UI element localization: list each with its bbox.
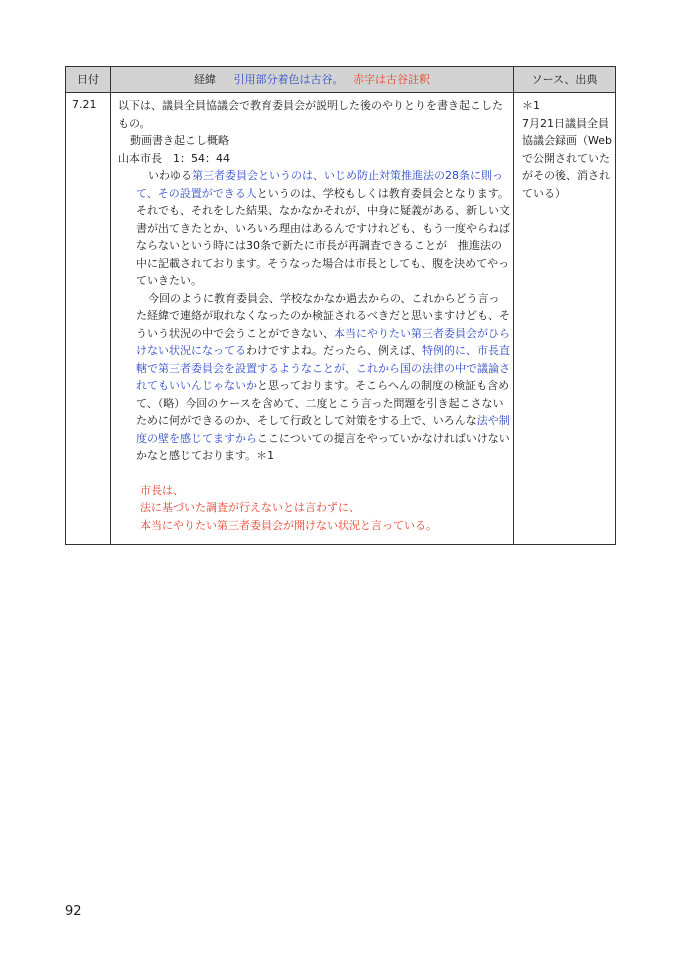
quote-paragraph-2 [118, 290, 510, 465]
header-date: 日付 [77, 73, 99, 86]
text-span: ここについての提言をやっていかなければいけないかなと感じております。＊1 [136, 431, 510, 462]
row-date: 7.21 [72, 98, 97, 111]
record-table [65, 66, 616, 545]
text-span: いわゆる [148, 169, 192, 182]
highlight-span: 本当にやりたい第三者委員会がひらけない状況になってる [136, 326, 510, 357]
speaker-line: 山本市長 1：54：44 [118, 151, 230, 165]
column-divider [513, 67, 514, 544]
header-note-blue: 引用部分着色は古谷。 [233, 73, 344, 86]
row-content [118, 97, 510, 534]
text-span: わけですよね。だったら、例えば、 [246, 344, 422, 357]
highlight-span: 第三者委員会というのは、いじめ防止対策推進法の28条に則って、その設置ができる人 [136, 169, 503, 200]
header-source: ソース、出典 [531, 73, 598, 86]
header-content [111, 67, 513, 92]
text-span: 今回のように教育委員会、学校なかなか過去からの、これからどう言った経緯で連絡が取れなくなったのか検証されるべきだと思いますけども、そういう状況の中で会うことができない、 [136, 291, 510, 340]
table-header [66, 67, 615, 93]
intro-text: 以下は、議員全員協議会で教育委員会が説明した後のやりとりを書き起こしたもの。 [118, 99, 503, 130]
page-number: 92 [65, 904, 82, 919]
row-source [522, 97, 612, 202]
source-description: 7月21日議員全員協議会録画（Webで公開されていたがその後、消されている） [522, 116, 612, 200]
header-note-red: 赤字は古谷註釈 [353, 73, 430, 86]
header-content-label: 経緯 [194, 73, 216, 86]
annotation-line-1: 市長は、 [140, 483, 184, 497]
source-footnote-mark: ＊1 [522, 99, 540, 112]
summary-title: 動画書き起こし概略 [130, 134, 229, 147]
quote-paragraph-1 [118, 167, 510, 290]
annotation-line-2: 法に基づいた調査が行えないとは言わずに、 [140, 501, 360, 514]
column-divider [110, 67, 111, 544]
text-span: というのは、学校もしくは教育委員会となります。それでも、それをした結果、なかなかそれが、中身に疑義がある、新しい文書が出てきたとか、いろいろ理由はあるんですけれども、もう一度やらねばならないという時には30条で新たに市長が再調査できることが 推進法の中に記載されております。そうなった場合は市長としても、腹を決めてやっていきたい。 [136, 186, 510, 287]
text-span: と思っております。そこらへんの制度の検証も含めて、（略）今回のケースを含めて、二度とこう言った問題を引き起こさないために何ができるのか、そして行政として対策をする上で、いろんな [136, 379, 510, 427]
annotation-line-3: 本当にやりたい第三者委員会が開けない状況と言っている。 [140, 518, 437, 532]
highlight-span: 特例的に、市長直轄で第三者委員会を設置するようなことが、これから国の法律の中で議論されてもいいんじゃないか [136, 344, 510, 392]
highlight-span: 法や制度の壁を感じてますから [136, 414, 510, 445]
